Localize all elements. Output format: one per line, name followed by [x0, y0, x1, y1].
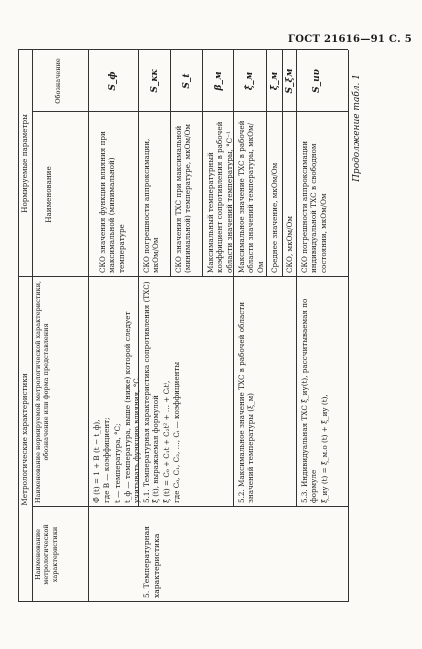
- group-metrological: Метрологические характеристики: [20, 373, 29, 506]
- row2-symbol1: S_кк: [150, 69, 160, 93]
- col-formula: Наименование нормируемой метрологической характеристики, обозначение или форма представления: [34, 280, 51, 504]
- row2-symbol3: β_м: [214, 71, 224, 91]
- row2-param2: СКО значения ТХС при максимальной (минимальной) температуре, мкОм/Ом: [174, 124, 193, 273]
- row2-param3: Максимальный температурный коэффициент сопротивления в рабочей области значений температуры, °C⁻¹: [206, 121, 234, 273]
- row1-formula: Φ̂ (t) = 1 + B (t − t_ф), где B — коэффициент; t — температура, °C; t_ф — температура, выше (ниже) которой следует учитывать функцию влияния, °C: [92, 311, 142, 503]
- row4-param1: СКО погрешности аппроксимации индивидуальной ТХС в свободном состоянии, мкОм/Ом: [300, 140, 328, 273]
- row2-symbol2: S_t: [182, 73, 192, 89]
- row2-param1: СКО погрешности аппроксимации, мкОм/Ом: [142, 138, 161, 273]
- row3-symbol1: ξ̂_м: [245, 71, 255, 91]
- col-symbol: Обозначение: [54, 58, 62, 104]
- row3-param1: Максимальное значение ТХС в рабочей области значений температуры, мкОм/Ом: [237, 120, 265, 273]
- row3-symbol3: S_ξм: [285, 68, 295, 94]
- table-1-rotated: [18, 50, 348, 602]
- col-char-name: Наименование метрологической характеристики: [34, 524, 59, 585]
- row4-symbol1: S_иυ: [312, 69, 322, 93]
- row4-formula: 5.3. Индивидуальная ТХС ξ̂_иу(t), рассчитываемая по формуле ξ̂_иу (t) = ξ̂_м.о (t) + ξ̂_иу (t),: [300, 298, 329, 503]
- row2-char-name: 5. Температурная характеристика: [142, 526, 161, 598]
- row3-param3: СКО, мкОм/Ом: [285, 216, 294, 273]
- group-normalized: Нормируемые параметры: [20, 114, 29, 213]
- page-header: ГОСТ 21616—91 С. 5: [288, 34, 412, 45]
- row3-formula: 5.2. Максимальное значение ТХС в рабочей области значений температуры (ξ_м): [237, 301, 256, 503]
- row1-param: СКО значения функции влияния при максимальной (минимальной) температуре: [98, 131, 126, 273]
- col-param-name: Наименование: [44, 166, 53, 223]
- continuation-label: Продолжение табл. 1: [352, 74, 362, 182]
- row2-formula: 5.1. Температурная характеристика сопротивления (ТХС) ξ̂ (t), выражаемая формулой ξ̂ (t) = C₀ + C₁t + C₂t² + … + Cᵢtⁱ, где C₀, C₁, C₂, …, Cᵢ — коэффициенты: [142, 281, 182, 503]
- row3-param2: Среднее значение, мкОм/Ом: [270, 162, 279, 273]
- row3-symbol2: ξ̄_м: [270, 71, 280, 91]
- row1-symbol: S_ф: [108, 71, 118, 91]
